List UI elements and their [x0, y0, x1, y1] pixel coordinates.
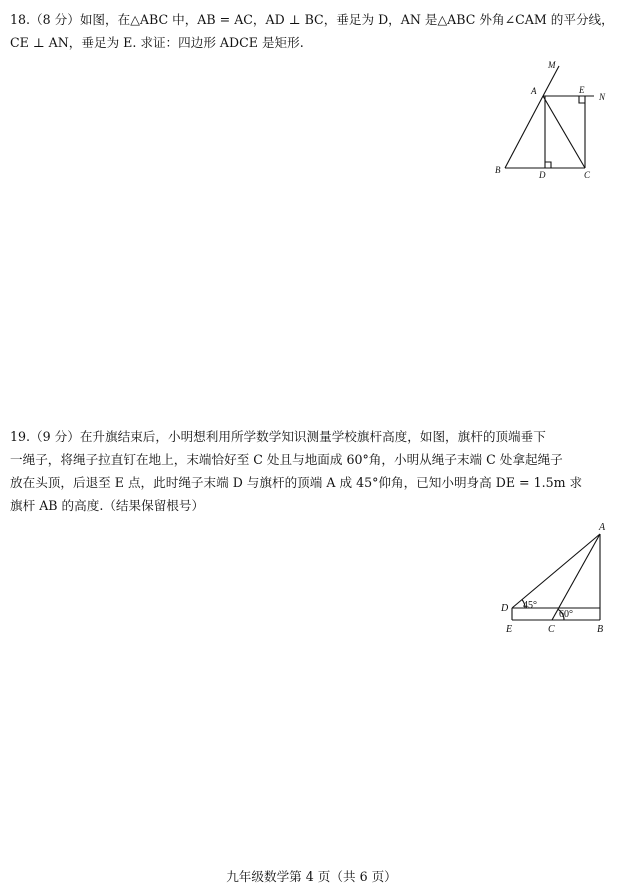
label-e: E: [579, 85, 585, 95]
rope-ac: [552, 534, 600, 620]
question-18: [10, 8, 614, 54]
ray-am: [543, 66, 559, 96]
question-19-line: 一绳子，将绳子拉直钉在地上，末端恰好至 C 处且与地面成 60°角，小明从绳子末端 C 处拿起绳子: [10, 452, 563, 467]
label-angle-45: 45°: [523, 600, 537, 611]
label-a: A: [531, 86, 537, 96]
question-19-line: 放在头顶，后退至 E 点，此时绳子末端 D 与旗杆的顶端 A 成 45°仰角，已知小明身高 DE = 1.5m 求: [10, 475, 583, 490]
label-b: B: [597, 624, 604, 635]
segment-ab: [505, 96, 543, 168]
page-footer: 九年级数学第 4 页（共 6 页）: [226, 869, 397, 884]
question-19-line: 19.（9 分）在升旗结束后，小明想利用所学数学知识测量学校旗杆高度，如图，旗杆的顶端垂下: [10, 429, 546, 444]
label-e: E: [506, 624, 513, 635]
label-m: M: [548, 60, 556, 70]
question-19: [10, 425, 614, 517]
figure-18: [488, 56, 614, 184]
rope-ad: [512, 534, 600, 608]
right-angle-d: [545, 162, 551, 168]
question-19-line: 旗杆 AB 的高度.（结果保留根号）: [10, 498, 205, 513]
label-angle-60: 60°: [559, 609, 573, 620]
label-c: C: [584, 170, 591, 180]
right-angle-e: [579, 96, 585, 103]
segment-ac: [543, 96, 585, 168]
label-n: N: [599, 92, 606, 102]
figure-19: [496, 516, 618, 640]
question-18-line: 18.（8 分）如图，在△ABC 中，AB = AC，AD ⊥ BC，垂足为 D，AN 是△ABC 外角∠CAM 的平分线，: [10, 12, 614, 27]
label-a: A: [599, 522, 606, 533]
label-c: C: [548, 624, 555, 635]
label-b: B: [495, 165, 501, 175]
label-d: D: [501, 603, 509, 614]
question-18-line: CE ⊥ AN，垂足为 E. 求证：四边形 ADCE 是矩形.: [10, 35, 304, 50]
label-d: D: [539, 170, 546, 180]
